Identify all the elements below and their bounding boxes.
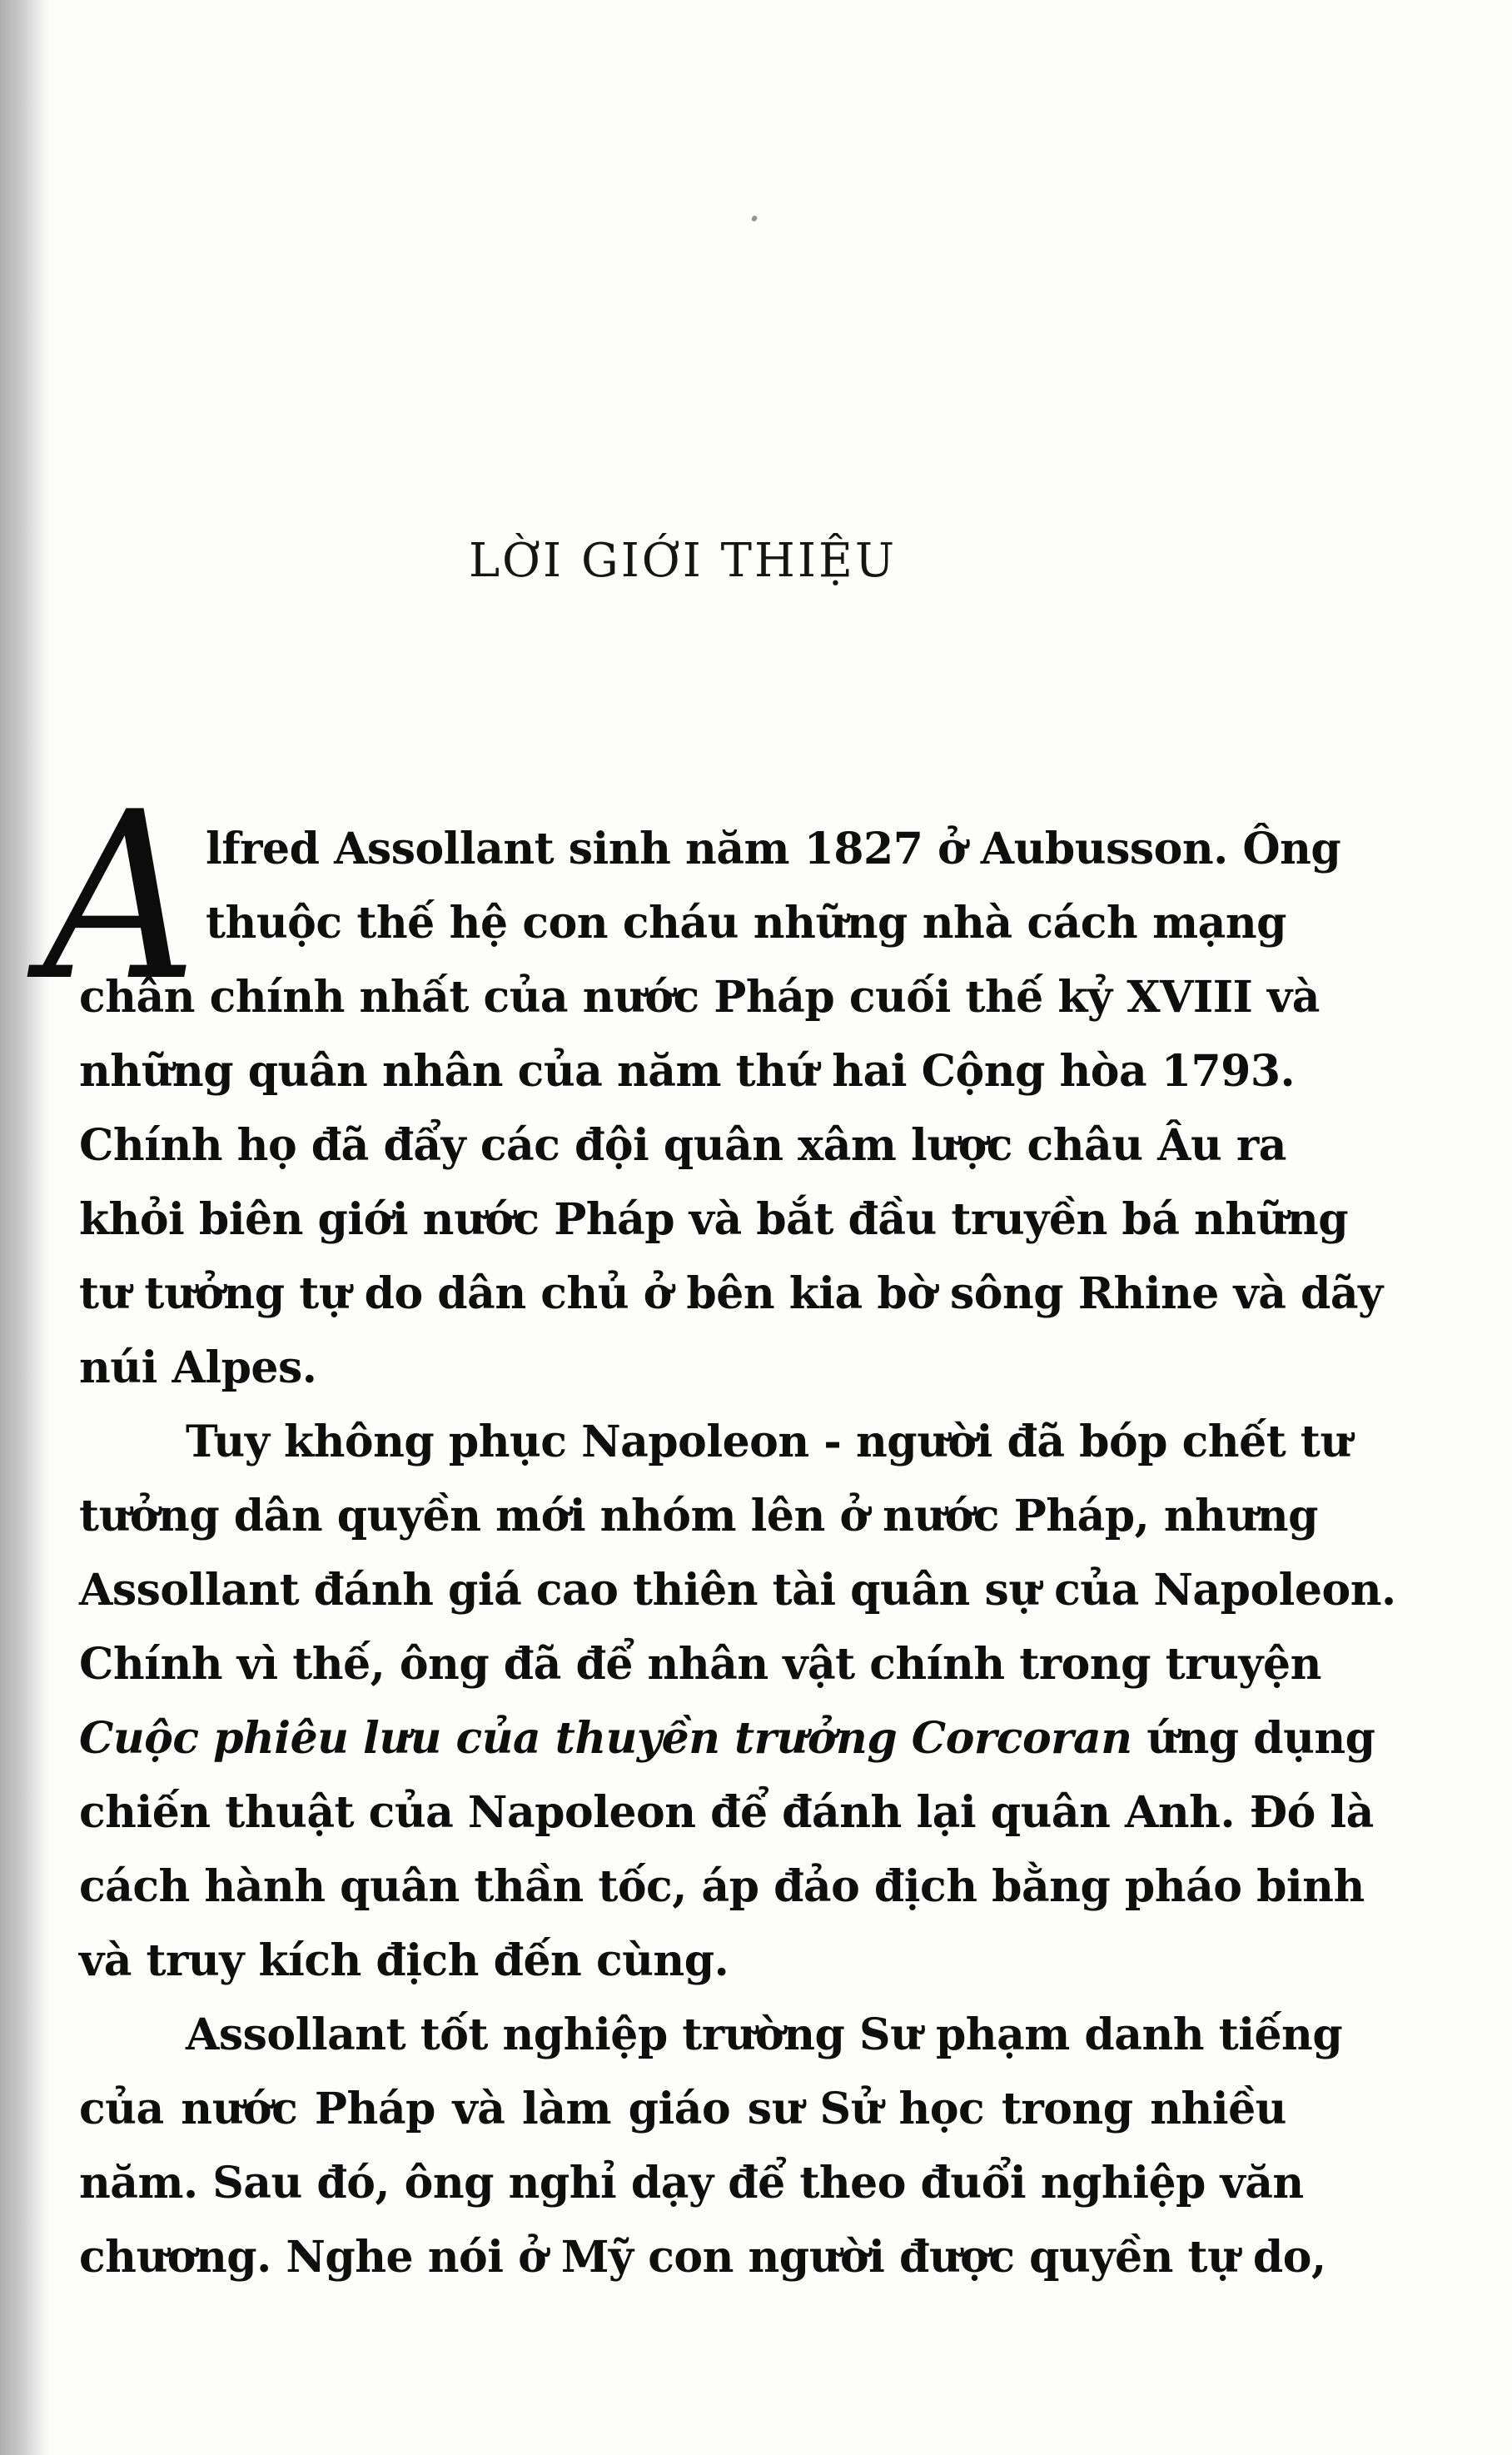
drop-cap-letter: A (43, 762, 197, 1032)
text-line: năm. Sau đó, ông nghỉ dạy để theo đuổi nghiệp văn (79, 2158, 1304, 2209)
text-line: chương. Nghe nói ở Mỹ con người được quyền tự do, (79, 2232, 1326, 2283)
text-line: Assollant đánh giá cao thiên tài quân sự của Napoleon. (79, 1565, 1396, 1616)
book-title-italic: Cuộc phiêu lưu của thuyền trưởng Corcoran (79, 1713, 1132, 1764)
text-line-tail: ứng dụng (1132, 1713, 1375, 1764)
text-line: Tuy không phục Napoleon - người đã bóp chết tư (186, 1417, 1351, 1467)
text-line: thuộc thế hệ con cháu những nhà cách mạng (206, 898, 1286, 949)
text-line: những quân nhân của năm thứ hai Cộng hòa 1793. (79, 1046, 1296, 1097)
text-line: Chính họ đã đẩy các đội quân xâm lược châu Âu ra (79, 1120, 1286, 1171)
text-line: núi Alpes. (79, 1342, 317, 1393)
text-line: của nước Pháp và làm giáo sư Sử học trong nhiều (79, 2084, 1286, 2134)
text-line: Chính vì thế, ông đã để nhân vật chính trong truyện (79, 1639, 1321, 1690)
text-line (79, 1701, 1375, 1775)
text-line: tưởng dân quyền mới nhóm lên ở nước Pháp, nhưng (79, 1491, 1318, 1541)
text-line: khỏi biên giới nước Pháp và bắt đầu truyền bá những (79, 1194, 1349, 1245)
scan-speck (751, 215, 758, 222)
text-line: lfred Assollant sinh năm 1827 ở Aubusson. Ông (206, 824, 1341, 874)
text-line: chiến thuật của Napoleon để đánh lại quân Anh. Đó là (79, 1787, 1374, 1838)
text-line: tư tưởng tự do dân chủ ở bên kia bờ sông Rhine và dãy (79, 1268, 1383, 1319)
text-line: và truy kích địch đến cùng. (79, 1935, 729, 1986)
text-line: cách hành quân thần tốc, áp đảo địch bằng pháo binh (79, 1861, 1365, 1912)
page-title: LỜI GIỚI THIỆU (468, 534, 898, 588)
text-line: Assollant tốt nghiệp trường Sư phạm danh tiếng (186, 2009, 1343, 2060)
page-gutter-shadow (0, 0, 52, 2455)
text-line: chân chính nhất của nước Pháp cuối thế kỷ XVIII và (79, 972, 1320, 1023)
body-text (79, 812, 1396, 2294)
